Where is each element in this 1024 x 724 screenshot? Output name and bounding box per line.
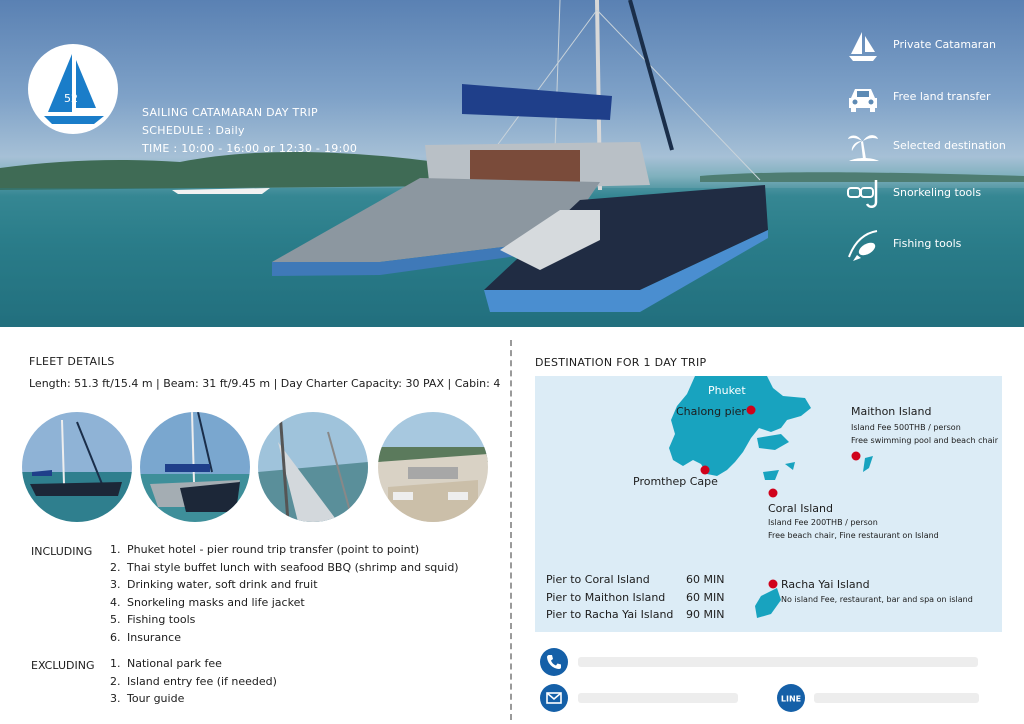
sailboat-logo-icon <box>28 44 118 134</box>
feature-label: Fishing tools <box>893 237 962 250</box>
email-icon <box>540 684 568 712</box>
racha-yai-desc: No island Fee, restaurant, bar and spa on island <box>781 595 973 604</box>
line-text: LINE <box>780 694 802 704</box>
boat-photo-4 <box>378 412 488 522</box>
feature-snorkeling-tools <box>845 176 1015 212</box>
travel-time-row <box>546 573 725 591</box>
item-text: Thai style buffet lunch with seafood BBQ (shrimp and squid) <box>127 560 459 574</box>
list-item <box>110 613 459 631</box>
route-label: Pier to Coral Island <box>546 573 650 586</box>
fleet-title: FLEET DETAILS <box>29 355 115 368</box>
item-number: 3. <box>110 578 121 591</box>
destination-title: DESTINATION FOR 1 DAY TRIP <box>535 356 707 369</box>
phone-number-redacted <box>578 657 978 667</box>
phuket-label: Phuket <box>708 384 746 397</box>
palm-tree-icon <box>845 129 881 165</box>
item-text: Phuket hotel - pier round trip transfer (point to point) <box>127 543 420 556</box>
line-button[interactable] <box>777 684 805 712</box>
route-label: Pier to Racha Yai Island <box>546 608 674 621</box>
trip-title: SAILING CATAMARAN DAY TRIP <box>142 106 318 119</box>
item-number: 4. <box>110 595 121 609</box>
including-list <box>110 543 459 648</box>
racha-yai-island-label: Racha Yai Island <box>781 578 870 591</box>
promthep-cape-marker <box>701 466 710 475</box>
item-text: Tour guide <box>127 692 185 705</box>
list-item <box>110 631 459 649</box>
feature-private-catamaran <box>845 28 1015 64</box>
item-text: Drinking water, soft drink and fruit <box>127 578 318 591</box>
line-id-redacted <box>814 693 979 703</box>
line-icon <box>777 684 805 712</box>
trip-schedule: SCHEDULE : Daily <box>142 124 245 137</box>
route-duration: 60 MIN <box>686 590 725 604</box>
email-button[interactable] <box>540 684 568 712</box>
item-text: Island entry fee (if needed) <box>127 674 277 688</box>
travel-times <box>546 573 725 626</box>
hero-banner <box>0 0 1024 327</box>
car-icon <box>845 80 881 116</box>
list-item <box>110 675 277 693</box>
travel-time-row <box>546 608 725 626</box>
sailboat-icon <box>845 28 881 64</box>
snorkel-mask-icon <box>845 176 881 212</box>
coral-island-marker <box>769 489 778 498</box>
feature-label: Free land transfer <box>893 90 991 103</box>
phone-icon <box>540 648 568 676</box>
list-item <box>110 543 459 561</box>
list-item <box>110 657 277 675</box>
racha-yai-island-marker <box>769 580 778 589</box>
list-item <box>110 596 459 614</box>
list-item <box>110 578 459 596</box>
promthep-cape-label: Promthep Cape <box>633 475 718 488</box>
feature-fishing-tools <box>845 227 1015 263</box>
coral-island-label: Coral Island <box>768 502 833 515</box>
route-label: Pier to Maithon Island <box>546 590 666 604</box>
item-text: Insurance <box>127 630 181 644</box>
item-number: 1. <box>110 543 121 556</box>
trip-info <box>142 104 357 158</box>
chalong-pier-marker <box>747 406 756 415</box>
list-item <box>110 692 277 710</box>
list-item <box>110 561 459 579</box>
boat-photo-2 <box>140 412 250 522</box>
maithon-island-label: Maithon Island <box>851 405 932 418</box>
feature-label: Selected destination <box>893 139 1006 152</box>
item-text: National park fee <box>127 657 222 670</box>
section-divider <box>510 340 512 720</box>
boat-photo-3 <box>258 412 368 522</box>
maithon-desc: Free swimming pool and beach chair <box>851 436 998 445</box>
chalong-pier-label: Chalong pier <box>676 405 746 418</box>
maithon-fee: Island Fee 500THB / person <box>851 423 961 432</box>
coral-fee: Island Fee 200THB / person <box>768 518 878 527</box>
item-number: 3. <box>110 692 121 705</box>
logo-badge <box>28 44 118 134</box>
excluding-label: EXCLUDING <box>31 659 95 672</box>
item-number: 6. <box>110 630 121 644</box>
item-number: 2. <box>110 560 121 574</box>
phone-button[interactable] <box>540 648 568 676</box>
item-number: 1. <box>110 657 121 670</box>
feature-label: Snorkeling tools <box>893 186 982 199</box>
feature-selected-destination <box>845 129 1015 165</box>
fishing-icon <box>845 227 881 263</box>
including-label: INCLUDING <box>31 545 93 558</box>
item-number: 2. <box>110 674 121 688</box>
item-text: Snorkeling masks and life jacket <box>127 595 305 609</box>
item-number: 5. <box>110 613 121 626</box>
maithon-island-marker <box>852 452 861 461</box>
boat-photo-1 <box>22 412 132 522</box>
logo-text: 52 <box>64 92 78 105</box>
coral-desc: Free beach chair, Fine restaurant on Island <box>768 531 939 540</box>
item-text: Fishing tools <box>127 613 196 626</box>
trip-time: TIME : 10:00 - 16:00 or 12:30 - 19:00 <box>142 142 358 155</box>
travel-time-row <box>546 590 725 609</box>
feature-label: Private Catamaran <box>893 38 997 51</box>
route-duration: 60 MIN <box>686 573 725 586</box>
excluding-list <box>110 657 277 710</box>
route-duration: 90 MIN <box>686 608 725 621</box>
feature-land-transfer <box>845 80 1015 116</box>
email-address-redacted <box>578 693 738 703</box>
fleet-specs: Length: 51.3 ft/15.4 m | Beam: 31 ft/9.45 m | Day Charter Capacity: 30 PAX | Cabin: 4 <box>29 377 501 390</box>
